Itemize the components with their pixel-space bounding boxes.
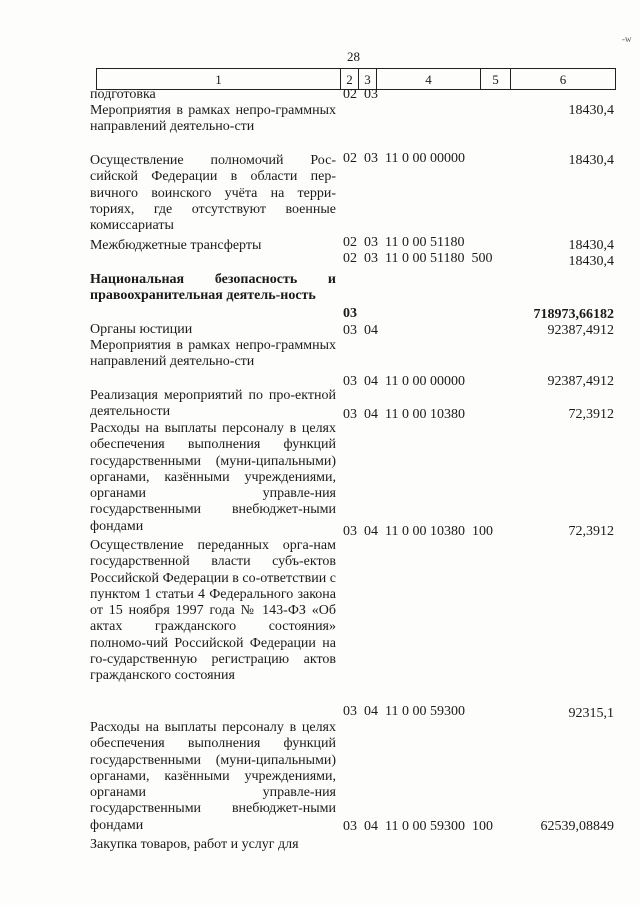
row-amount: 718973,66182 <box>533 307 614 322</box>
table-row <box>90 272 620 322</box>
table-row <box>90 407 620 538</box>
column-header-5: 5 <box>481 69 511 89</box>
row-codes: 03 04 11 0 00 10380 100 <box>343 524 493 539</box>
row-codes: 02 03 11 0 00 00000 <box>343 151 465 166</box>
row-codes: 03 <box>343 306 357 321</box>
row-amount: 18430,4 <box>568 254 614 269</box>
row-amount: 62539,08849 <box>540 819 614 834</box>
column-header-1: 1 <box>97 69 341 89</box>
row-name: Национальная безопасность и правоохранительная деятель-ность <box>90 272 336 304</box>
row-name: Осуществление переданных орга-нам государственной власти субъ-ектов Российской Федерации в со-ответствии с пунктом 1 статьи 4 Федерального закона от 15 ноября 1997 года № 143-ФЗ «Об актах гражданского состояния» полномо-чий Российской Федерации на го-сударственную регистрацию актов гражданского состояния <box>90 538 336 684</box>
table-row <box>90 819 620 855</box>
row-name: Закупка товаров, работ и услуг для <box>90 837 299 852</box>
row-codes: 02 03 11 0 00 51180 500 <box>343 251 493 266</box>
row-amount: 18430,4 <box>568 153 614 168</box>
row-codes: 03 04 11 0 00 00000 <box>343 374 465 389</box>
column-header-2: 2 <box>341 69 359 89</box>
row-amount: 92387,4912 <box>547 374 614 389</box>
budget-table-body <box>90 87 620 855</box>
table-row <box>90 524 620 720</box>
row-codes: 02 03 11 0 00 51180 <box>343 235 465 250</box>
column-header-4: 4 <box>377 69 481 89</box>
corner-mark: -w <box>622 34 632 44</box>
row-name: Мероприятия в рамках непро-граммных направлений деятельно-сти <box>90 338 336 370</box>
table-row <box>90 87 620 103</box>
row-codes: 03 04 11 0 00 59300 100 <box>343 819 493 834</box>
row-amount: 72,3912 <box>568 407 614 422</box>
row-codes: 03 04 11 0 00 10380 <box>343 407 465 422</box>
row-amount: 92387,4912 <box>547 323 614 338</box>
row-name: Органы юстиции <box>90 322 193 337</box>
column-header-3: 3 <box>359 69 377 89</box>
row-name: Межбюджетные трансферты <box>90 238 262 253</box>
table-row <box>90 153 620 238</box>
row-amount: 18430,4 <box>568 238 614 253</box>
row-amount: 72,3912 <box>568 524 614 539</box>
row-codes: 03 04 11 0 00 59300 <box>343 704 465 719</box>
row-codes: 03 04 <box>343 323 378 338</box>
row-name: Мероприятия в рамках непро-граммных направлений деятельно-сти <box>90 103 336 135</box>
row-name: подготовка <box>90 87 156 102</box>
table-row <box>90 103 620 153</box>
row-codes: 02 03 <box>343 87 378 102</box>
table-row <box>90 251 620 272</box>
page-number: 28 <box>347 49 360 64</box>
row-amount: 18430,4 <box>568 103 614 118</box>
column-header-6: 6 <box>559 72 567 87</box>
row-amount: 92315,1 <box>568 706 614 721</box>
row-name: Осуществление полномочий Рос-сийской Федерации в области пер-вичного воинского учёта на терри-ториях, где отсутствуют военные комиссариаты <box>90 153 336 234</box>
row-name: Расходы на выплаты персоналу в целях обеспечения выполнения функций государственными (муни-ципальными) органами, казёнными учреждениями, органами управле-ния государственными внебюджет-ными фондами <box>90 720 336 833</box>
row-name: Расходы на выплаты персоналу в целях обеспечения выполнения функций государственными (муни-ципальными) органами, казёнными учреждениями, органами управле-ния государственными внебюджет-ными фондами <box>90 421 336 534</box>
table-row <box>90 322 620 338</box>
row-name: Реализация мероприятий по про-ектной деятельности <box>90 388 336 420</box>
